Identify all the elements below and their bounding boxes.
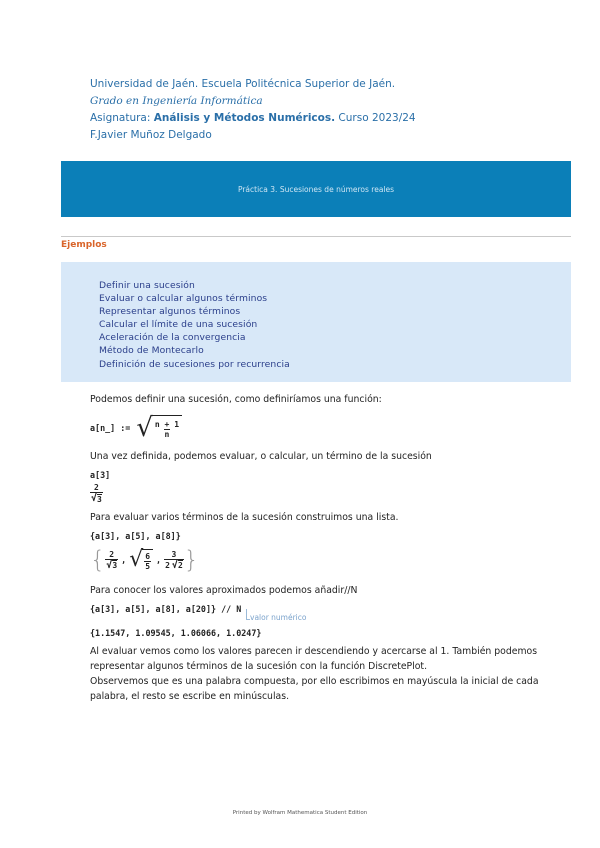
section-title[interactable]: Ejemplos [61,240,107,250]
section-divider [61,236,571,237]
toc-item[interactable]: Calcular el límite de una sucesión [99,319,258,331]
course-line: Asignatura: Análisis y Métodos Numéricos. Curso 2023/24 [90,112,416,124]
input-cell[interactable]: a[3] [90,470,111,480]
toc-item[interactable]: Definir una sucesión [99,280,195,291]
text-cell: Observemos que es una palabra compuesta, por ello escribimos en mayúscula la inicial de cada palabra, el resto se escribe en minúsculas. [90,676,539,702]
text-cell: Para conocer los valores aproximados podemos añadir//N [90,585,358,596]
text-cell: Podemos definir una sucesión, como definiríamos una función: [90,394,382,405]
toc-item[interactable]: Representar algunos términos [99,306,241,318]
university-line: Universidad de Jaén. Escuela Politécnica Superior de Jaén. [90,78,396,90]
output-cell: {1.1547, 1.09545, 1.06066, 1.0247} [90,628,262,638]
print-footer: Printed by Wolfram Mathematica Student Edition [232,810,368,816]
text-cell: Una vez definida, podemos evaluar, o calcular, un término de la sucesión [90,451,432,462]
output-cell: 2 √ 3 [91,483,102,504]
input-annotation: valor numérico [250,613,570,622]
table-of-contents [61,262,571,382]
degree-line: Grado en Ingeniería Informática [90,95,263,107]
toc-item[interactable]: Método de Montecarlo [99,345,204,357]
toc-item[interactable]: Definición de sucesiones por recurrencia [99,358,290,370]
document-header [90,76,570,144]
input-cell[interactable]: {a[3], a[5], a[8]} [90,531,181,541]
author-line: F.Javier Muñoz Delgado [90,129,212,141]
sqrt-expression: √ $\frac{n + 1}{n}$ [136,415,182,441]
text-cell: Para evaluar varios términos de la sucesión construimos una lista. [90,512,399,523]
text-cell: Al evaluar vemos como los valores parecen ir descendiendo y acercarse al 1. También podemos representar algunos términos de la sucesión con la función DiscretePlot. [90,646,538,672]
notebook-content [90,392,570,704]
input-cell[interactable]: {a[3], a[5], a[8], a[20]} // N [90,604,242,614]
banner-title: Práctica 3. Sucesiones de números reales [237,184,395,194]
course-name: Análisis y Métodos Numéricos. [153,112,336,124]
toc-item[interactable]: Aceleración de la convergencia [99,332,246,344]
toc-item[interactable]: Evaluar o calcular algunos términos [99,293,268,305]
title-banner [61,161,571,217]
input-cell-definition[interactable]: a[n_] := √ $\frac{n + 1}{n}$ [90,413,570,443]
output-cell: { 2 √ 3 , √ $\frac{6}{5}$ , 3 2 √ 2 } [90,546,200,574]
